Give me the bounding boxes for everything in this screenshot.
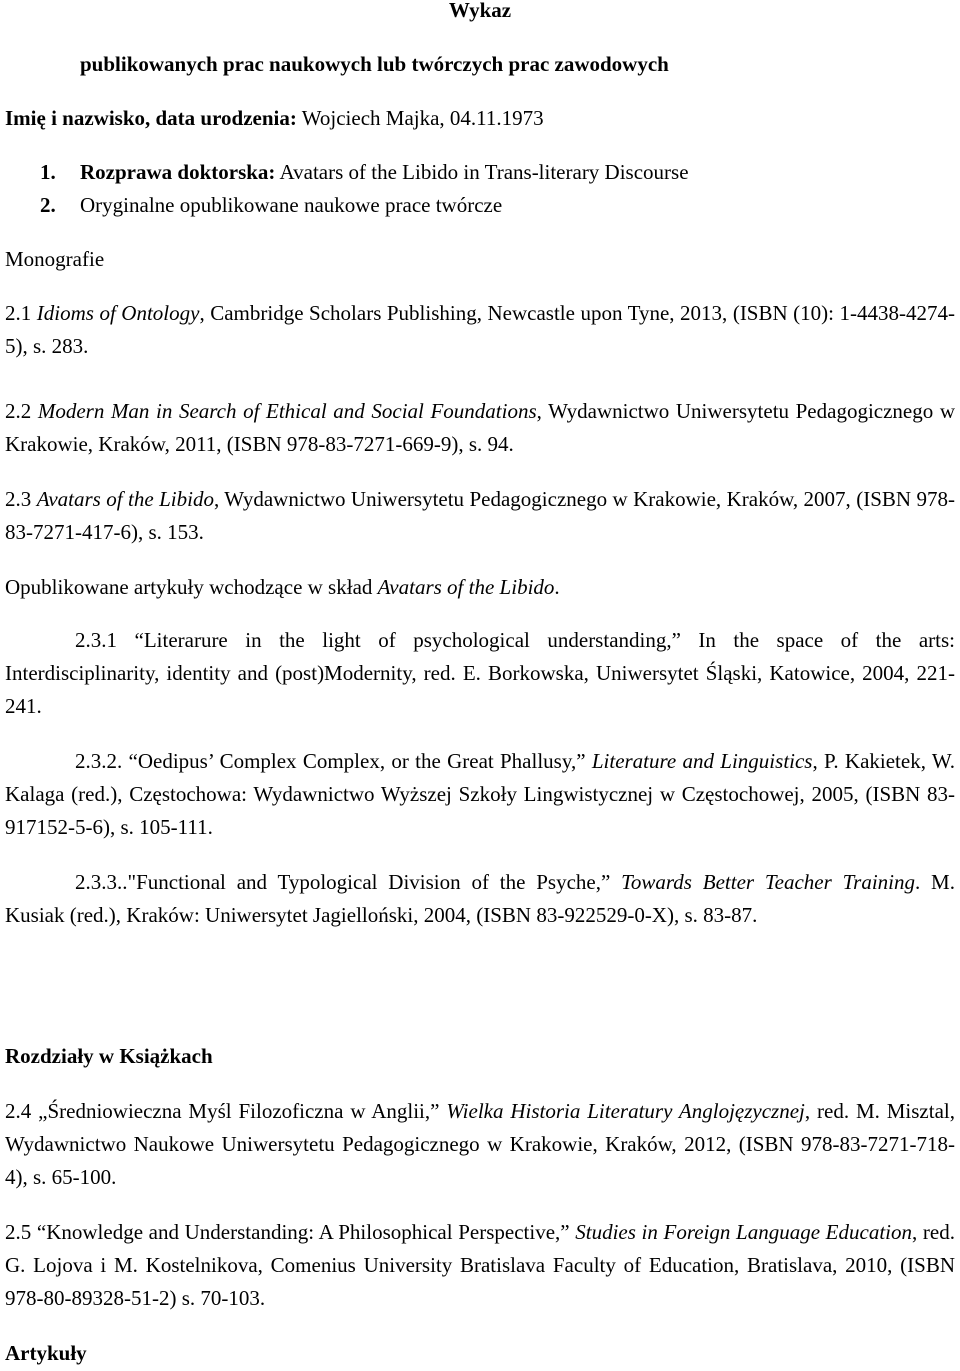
articles-intro (5, 571, 955, 604)
chapter-entry-1 (5, 1095, 955, 1194)
entry-title: Modern Man in Search of Ethical and Social Foundations (37, 399, 537, 423)
monograph-entry-1 (5, 297, 955, 363)
entry-title: Towards Better Teacher Training (621, 870, 915, 894)
section-heading-rozdzialy: Rozdziały w Książkach (5, 1044, 213, 1068)
author-value: Wojciech Majka, 04.11.1973 (296, 106, 544, 130)
dissertation-title: Avatars of the Libido in Trans-literary Discourse (275, 160, 689, 184)
article-entry-1 (5, 624, 955, 723)
entry-title: Idioms of Ontology (36, 301, 200, 325)
article-entry-2 (5, 745, 955, 844)
monograph-entry-3 (5, 483, 955, 549)
dissertation-label: Rozprawa doktorska: (80, 160, 276, 184)
entry-number: 2.1 (5, 301, 37, 325)
page-subtitle: publikowanych prac naukowych lub twórczych prac zawodowych (80, 52, 669, 76)
article-entry-3 (5, 866, 955, 932)
chapter-entry-2 (5, 1216, 955, 1315)
list-number: 1. (40, 160, 56, 184)
entry-text: 2.3.3.."Functional and Typological Division of the Psyche,” (75, 870, 622, 894)
section-heading-monografie: Monografie (5, 247, 105, 271)
entry-text: 2.5 “Knowledge and Understanding: A Philosophical Perspective,” (5, 1220, 576, 1244)
entry-number: 2.3 (5, 487, 37, 511)
entry-text: 2.4 „Średniowieczna Myśl Filozoficzna w Anglii,” (5, 1099, 447, 1123)
entry-title: Literature and Linguistics (591, 749, 813, 773)
author-line (5, 102, 955, 135)
entry-details: , red. G. Lojova i M. Kostelnikova, Comenius University Bratislava Faculty of Education, Bratislava, 2010, (ISBN 978-80-89328-51-2) s. 70-103. (5, 1220, 955, 1310)
articles-intro-end: . (554, 575, 560, 599)
articles-intro-title: Avatars of the Libido (377, 575, 555, 599)
entry-details: , P. Kakietek, W. Kalaga (red.), Częstochowa: Wydawnictwo Wyższej Szkoły Lingwistycznej w Częstochowej, 2005, (ISBN 83-917152-5-6), s. 105-111. (5, 749, 955, 839)
entry-text: 2.3.1 “Literarure in the light of psychological understanding,” In the space of the arts: Interdisciplinarity, identity and (post)Modernity, red. E. Borkowska, Uniwersytet Śląski, Katowice, 2004, 221-241. (5, 628, 955, 718)
section-heading-artykuly: Artykuły (5, 1341, 87, 1365)
entry-details: , Cambridge Scholars Publishing, Newcastle upon Tyne, 2013, (ISBN (10): 1-4438-4274-5), s. 283. (5, 301, 955, 358)
entry-title: Avatars of the Libido (36, 487, 214, 511)
articles-intro-text: Opublikowane artykuły wchodzące w skład (5, 575, 378, 599)
entry-number: 2.2 (5, 399, 38, 423)
entry-title: Studies in Foreign Language Education (575, 1220, 913, 1244)
list-number: 2. (40, 193, 56, 217)
list-item-original-works (40, 189, 955, 222)
list-item-dissertation (40, 156, 955, 189)
author-label: Imię i nazwisko, data urodzenia: (5, 106, 297, 130)
entry-details: , Wydawnictwo Uniwersytetu Pedagogicznego w Krakowie, Kraków, 2011, (ISBN 978-83-7271-669-9), s. 94. (5, 399, 956, 456)
entry-text: 2.3.2. “Oedipus’ Complex Complex, or the Great Phallusy,” (75, 749, 592, 773)
entry-details: , red. M. Misztal, Wydawnictwo Naukowe Uniwersytetu Pedagogicznego w Krakowie, Kraków, 2012, (ISBN 978-83-7271-718-4), s. 65-100. (5, 1099, 955, 1189)
entry-details: . M. Kusiak (red.), Kraków: Uniwersytet Jagielloński, 2004, (ISBN 83-922529-0-X), s. 83-87. (5, 870, 955, 927)
monograph-entry-2 (5, 395, 955, 461)
original-works-label: Oryginalne opublikowane naukowe prace twórcze (80, 193, 503, 217)
page-title: Wykaz (448, 0, 512, 22)
entry-title: Wielka Historia Literatury Anglojęzycznej (446, 1099, 805, 1123)
entry-details: , Wydawnictwo Uniwersytetu Pedagogicznego w Krakowie, Kraków, 2007, (ISBN 978-83-7271-417-6), s. 153. (5, 487, 955, 544)
